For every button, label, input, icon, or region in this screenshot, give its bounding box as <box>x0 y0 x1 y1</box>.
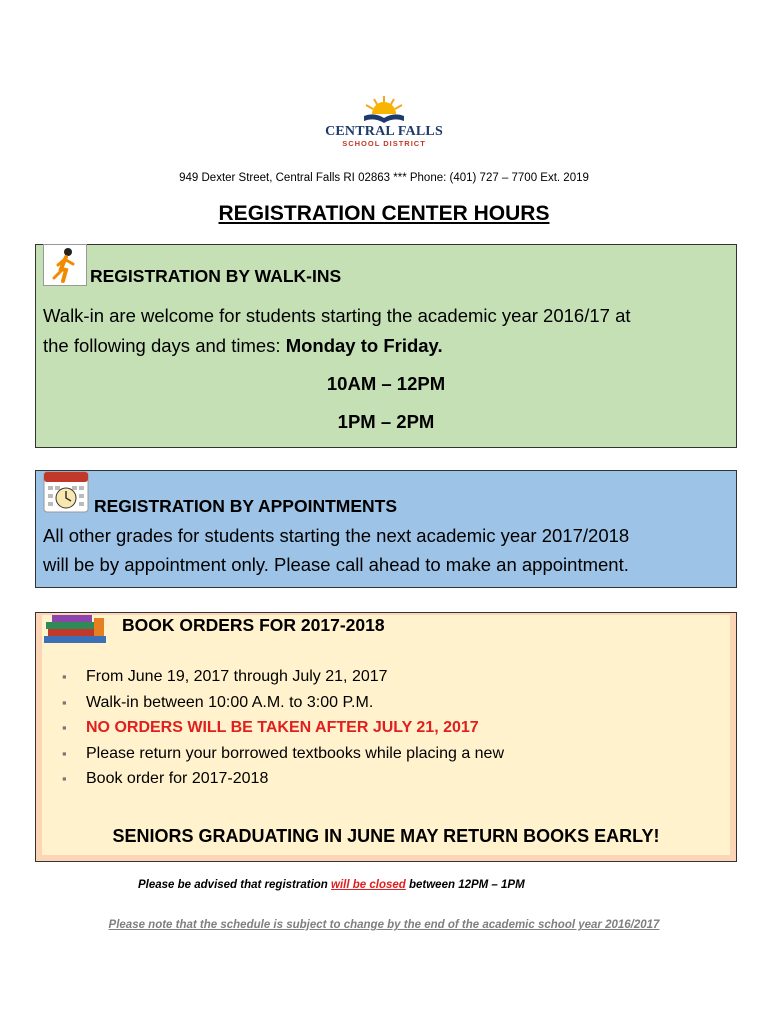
book-orders-heading: BOOK ORDERS FOR 2017-2018 <box>122 615 385 635</box>
page-title: REGISTRATION CENTER HOURS <box>218 202 550 225</box>
closed-notice-emphasis: will be closed <box>331 879 406 891</box>
walkin-line-2 <box>43 331 735 361</box>
closed-notice-suffix: between 12PM – 1PM <box>405 879 525 891</box>
walking-person-icon <box>43 244 87 286</box>
walkin-line-1: Walk-in are welcome for students starting the academic year 2016/17 at <box>43 305 631 326</box>
closed-notice <box>138 879 525 891</box>
appointment-line-2: will be by appointment only. Please call ahead to make an appointment. <box>43 554 629 575</box>
schedule-note: Please note that the schedule is subject to change by the end of the academic school year 2016/2017 <box>108 919 660 931</box>
logo-subtitle: SCHOOL DISTRICT <box>342 139 426 148</box>
closed-notice-prefix: Please be advised that registration <box>138 879 332 891</box>
book-orders-list <box>62 664 504 792</box>
appointment-heading: REGISTRATION BY APPOINTMENTS <box>94 496 398 516</box>
list-item: ▪ Book order for 2017-2018 <box>62 766 504 792</box>
walkin-days: Monday to Friday. <box>285 335 443 356</box>
list-item-deadline: ▪ NO ORDERS WILL BE TAKEN AFTER JULY 21, 2017 <box>62 715 504 741</box>
walkin-time-2: 1PM – 2PM <box>337 411 435 432</box>
appointment-line-1: All other grades for students starting the next academic year 2017/2018 <box>43 525 630 546</box>
sunrise-book-icon <box>360 94 408 124</box>
calendar-clock-icon <box>43 470 89 514</box>
district-logo <box>318 94 450 154</box>
address-line: 949 Dexter Street, Central Falls RI 02863 *** Phone: (401) 727 – 7700 Ext. 2019 <box>179 172 589 184</box>
list-item: ▪ Please return your borrowed textbooks while placing a new <box>62 741 504 767</box>
seniors-notice: SENIORS GRADUATING IN JUNE MAY RETURN BOOKS EARLY! <box>112 826 660 846</box>
walkin-heading: REGISTRATION BY WALK-INS <box>90 266 342 286</box>
list-item: ▪ Walk-in between 10:00 A.M. to 3:00 P.M. <box>62 690 504 716</box>
walkin-line-2-text: the following days and times: <box>43 335 286 356</box>
books-icon <box>42 612 110 644</box>
logo-name: CENTRAL FALLS <box>325 124 443 139</box>
list-item: ▪ From June 19, 2017 through July 21, 2017 <box>62 664 504 690</box>
walkin-time-1: 10AM – 12PM <box>326 373 446 394</box>
